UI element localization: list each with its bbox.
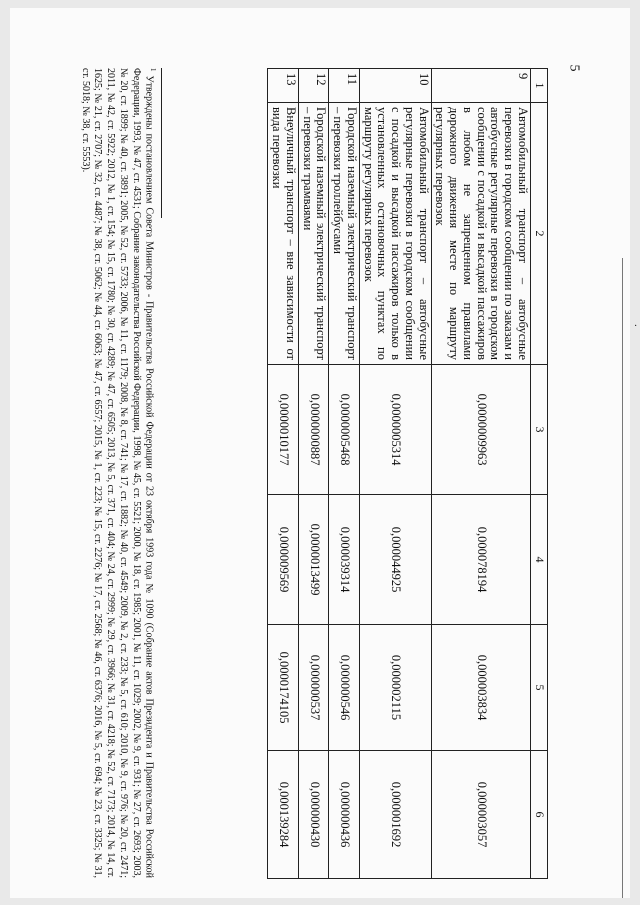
value-cell: 0,000044925 xyxy=(360,495,432,625)
transport-type: Автомобильный транспорт – автобусные регулярные перевозки в городском сообщении с посадкой и высадкой пассажиров только в установленных остановочных пунктах по маршруту регулярных перевозок xyxy=(360,103,432,365)
footnote-divider xyxy=(161,68,162,218)
value-cell: 0,0000000887 xyxy=(299,365,330,495)
column-header: 6 xyxy=(531,751,548,879)
value-cell: 0,0000174105 xyxy=(268,625,299,751)
table-row xyxy=(329,69,360,879)
value-cell: 0,000003057 xyxy=(431,751,530,879)
value-cell: 0,0000013499 xyxy=(299,495,330,625)
value-cell: 0,000000537 xyxy=(299,625,330,751)
table-row xyxy=(268,69,299,879)
column-header: 5 xyxy=(531,625,548,751)
value-cell: 0,000039314 xyxy=(329,495,360,625)
column-header: 2 xyxy=(531,103,548,365)
row-number: 9 xyxy=(431,69,530,103)
value-cell: 0,000139284 xyxy=(268,751,299,879)
page-number: 5 xyxy=(566,64,582,72)
footnote xyxy=(78,68,162,878)
transport-type: Городской наземный электрический транспорт – перевозки троллейбусами xyxy=(329,103,360,365)
value-cell: 0,0000005468 xyxy=(329,365,360,495)
transport-type: Автомобильный транспорт – автобусные перевозки в городском сообщении по заказам и автобусные регулярные перевозки в городском сообщении с посадкой и высадкой пассажиров в любом не запрещенном правилами дорожного движения месте по маршруту регулярных перевозок xyxy=(431,103,530,365)
value-cell: 0,000009569 xyxy=(268,495,299,625)
transport-type: Городской наземный электрический транспорт – перевозки трамваями xyxy=(299,103,330,365)
value-cell: 0,000000430 xyxy=(299,751,330,879)
footnote-marker: 1 xyxy=(149,68,157,72)
value-cell: 0,000003834 xyxy=(431,625,530,751)
row-number: 13 xyxy=(268,69,299,103)
value-cell: 0,0000005314 xyxy=(360,365,432,495)
transport-type: Внеуличный транспорт – вне зависимости от вида перевозки xyxy=(268,103,299,365)
value-cell: 0,000000436 xyxy=(329,751,360,879)
row-number: 11 xyxy=(329,69,360,103)
table-header-row xyxy=(531,69,548,879)
value-cell: 0,000078194 xyxy=(431,495,530,625)
rotated-content xyxy=(78,68,548,878)
value-cell: 0,0000009963 xyxy=(431,365,530,495)
column-header: 1 xyxy=(531,69,548,103)
column-header: 3 xyxy=(531,365,548,495)
value-cell: 0,000001692 xyxy=(360,751,432,879)
rates-table xyxy=(268,68,549,879)
table-row xyxy=(360,69,432,879)
column-header: 4 xyxy=(531,495,548,625)
row-number: 12 xyxy=(299,69,330,103)
scan-speck: · xyxy=(634,321,638,332)
scan-edge-line xyxy=(622,258,623,898)
value-cell: 0,000002115 xyxy=(360,625,432,751)
value-cell: 0,000000546 xyxy=(329,625,360,751)
table-row xyxy=(431,69,530,879)
footnote-text: Утверждены постановлением Совета Министров - Правительства Российской Федерации от 23 октября 1993 года № 1090 (Собрание актов Президента и Правительства Российской Федерации, 1993, № 47, ст. 4531; Собрание законодательства Российской Федерации, 1998, № 45, ст. 5521; 2000, № 18, ст. 1985; 2001, № 11, ст. 1029; 2002, № 9, ст. 931; № 27, ст. 2693; 2003, № 20, ст. 1899; № 40, ст. 3891; 2005, № 52, ст. 5733; 2006, № 11, ст. 1179; 2008, № 8, ст. 741; № 17, ст. 1882; № 40, ст. 4549; 2009, № 2, ст. 233; № 5, ст. 610; 2010, № 9, ст. 976; № 20, ст. 2471; 2011, № 42, ст. 5922; 2012, № 1, ст. 154; № 15, ст. 1780; № 30, ст. 4289; № 47, ст. 6505; 2013, № 5, ст. 371, ст. 404; № 24, ст. 2999; № 29, ст. 3966; № 31, ст. 4218; № 52, ст. 7173; 2014, № 14, ст. 1625; № 21, ст. 2707; № 32, ст. 4487; № 38, ст. 5062; № 44, ст. 6063; № 47, ст. 6557; 2015, № 1, ст. 223; № 15, ст. 2276; № 17, ст. 2568; № 46, ст. 6376; 2016, № 5, ст. 694; № 23, ст. 3325; № 31, ст. 5018; № 38, ст. 5553). xyxy=(79,68,155,878)
row-number: 10 xyxy=(360,69,432,103)
value-cell: 0,0000010177 xyxy=(268,365,299,495)
table-row xyxy=(299,69,330,879)
